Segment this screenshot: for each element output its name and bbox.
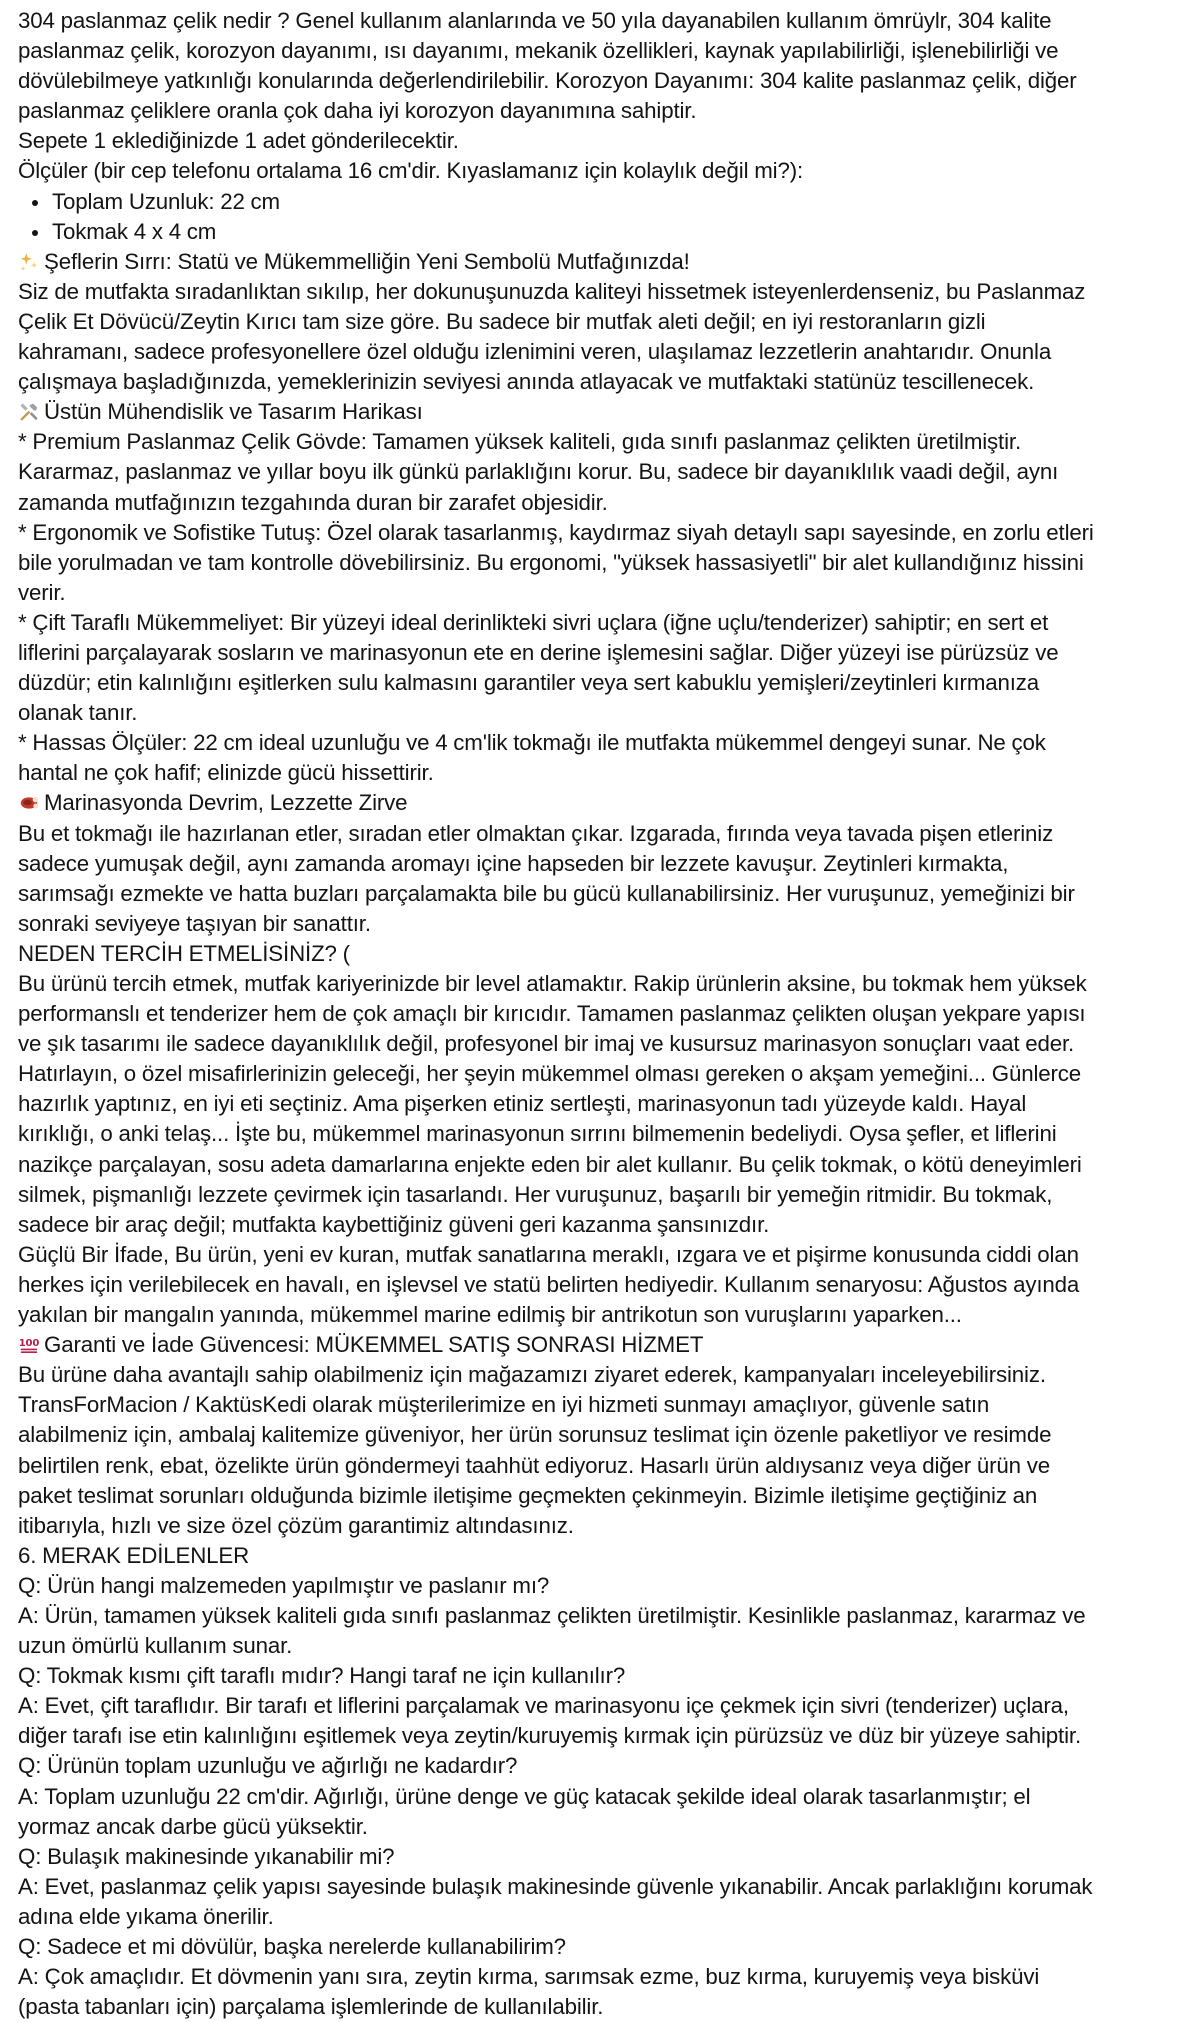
marination-heading [18, 788, 1100, 818]
feature-measurements: * Hassas Ölçüler: 22 cm ideal uzunluğu ve 4 cm'lik tokmağı ile mutfakta mükemmel dengeyi sunar. Ne çok hantal ne çok hafif; elinizde gücü hissettirir. [18, 730, 1046, 786]
cut-of-meat-icon [18, 792, 40, 814]
feature-body: * Premium Paslanmaz Çelik Gövde: Tamamen yüksek kaliteli, gıda sınıfı paslanmaz çelikten üretilmiştir. Kararmaz, paslanmaz ve yıllar boyu ilk günkü parlaklığını korur. Bu, sadece bir dayanıklılık vaadi değil, aynı zamanda mutfağınızın tezgahında duran bir zarafet objesidir. [18, 429, 1059, 515]
why-choose-body: Bu ürünü tercih etmek, mutfak kariyerinizde bir level atlamaktır. Rakip ürünlerin aksine, bu tokmak hem yüksek performanslı et tenderizer hem de çok amaçlı bir kırıcıdır. Tamamen paslanmaz çelikten oluşan yekpare yapısı ve şık tasarımı ile sadece dayanıklılık değil, profesyonel bir imaj ve kusursuz marinasyon sonuçları vaat eder. [18, 971, 1087, 1057]
hundred-points-icon [18, 1334, 40, 1356]
why-choose-heading: NEDEN TERCİH ETMELİSİNİZ? ( [18, 940, 350, 966]
warranty-heading-text: Garanti ve İade Güvencesi: MÜKEMMEL SATIŞ SONRASI HİZMET [44, 1332, 704, 1358]
engineering-heading-text: Üstün Mühendislik ve Tasarım Harikası [44, 399, 423, 425]
marination-heading-text: Marinasyonda Devrim, Lezzette Zirve [44, 790, 408, 816]
basket-note: Sepete 1 eklediğinizde 1 adet gönderilecektir. [18, 128, 459, 154]
chefs-secret-body: Siz de mutfakta sıradanlıktan sıkılıp, her dokunuşunuzda kaliteyi hissetmek isteyenlerdenseniz, bu Paslanmaz Çelik Et Dövücü/Zeytin Kırıcı tam size göre. Bu sadece bir mutfak aleti değil; en iyi restoranların gizli kahramanı, sadece profesyonellere özel olduğu izlenimini veren, ulaşılamaz lezzetlerin anahtarıdır. Onunla çalışmaya başladığınızda, yemeklerinizin seviyesi anında atlayacak ve mutfaktaki statünüz tescillenecek. [18, 278, 1086, 395]
intro: 304 paslanmaz çelik nedir ? Genel kullanım alanlarında ve 50 yıla dayanabilen kullanım ömrüylr, 304 kalite paslanmaz çelik, korozyon dayanımı, ısı dayanımı, mekanik özellikleri, kaynak yapılabilirliği, işlenebilirliği ve dövülebilmeye yatkınlığı konularında değerlendirilebilir. Korozyon Dayanımı: 304 kalite paslanmaz çelik, diğer paslanmaz çeliklere oranla çok daha iyi korozyon dayanımına sahiptir. [18, 8, 1077, 124]
feature-grip: * Ergonomik ve Sofistike Tutuş: Özel olarak tasarlanmış, kaydırmaz siyah detaylı sapı sayesinde, en zorlu etleri bile yorulmadan ve tam kontrolle dövebilirsiniz. Bu ergonomi, "yüksek hassasiyetli" bir alet kullandığınız hissini verir. [18, 519, 1094, 605]
product-description-body [18, 6, 1100, 2022]
warranty-heading [18, 1330, 1100, 1360]
faq-a4: A: Evet, paslanmaz çelik yapısı sayesinde bulaşık makinesinde güvenle yıkanabilir. Ancak parlaklığını korumak adına elde yıkama önerilir. [18, 1873, 1093, 1929]
list-item: Tokmak 4 x 4 cm [52, 217, 1100, 247]
engineering-heading [18, 397, 1100, 427]
chefs-secret-heading-text: Şeflerin Sırrı: Statü ve Mükemmelliğin Yeni Sembolü Mutfağınızda! [44, 248, 690, 274]
faq-a3: A: Toplam uzunluğu 22 cm'dir. Ağırlığı, ürüne denge ve güç katacak şekilde ideal olarak tasarlanmıştır; el yormaz ancak darbe gücü yüksektir. [18, 1783, 1031, 1839]
faq-q2: Q: Tokmak kısmı çift taraflı mıdır? Hangi taraf ne için kullanılır? [18, 1663, 626, 1689]
hammer-and-wrench-icon [18, 401, 40, 423]
sparkles-icon [18, 251, 40, 273]
marination-body: Bu et tokmağı ile hazırlanan etler, sıradan etler olmaktan çıkar. Izgarada, fırında veya tavada pişen etleriniz sadece yumuşak değil, aynı zamanda aromayı içine hapseden bir lezzete kavuşur. Zeytinleri kırmakta, sarımsağı ezmekte ve hatta buzları parçalamakta bile bu gücü kullanabilirsiniz. Her vuruşunuz, yemeğinizi bir sonraki seviyeye taşıyan bir sanattır. [18, 820, 1075, 936]
chefs-secret-heading [18, 247, 1100, 277]
faq-q4: Q: Bulaşık makinesinde yıkanabilir mi? [18, 1843, 395, 1869]
gift-body: Güçlü Bir İfade, Bu ürün, yeni ev kuran, mutfak sanatlarına meraklı, ızgara ve et pişirme konusunda ciddi olan herkes için verilebilecek en havalı, en işlevsel ve statü belirten hediyedir. Kullanım senaryosu: Ağustos ayında yakılan bir mangalın yanında, mükemmel marine edilmiş bir antrikotun son vuruşlarını yaparken... [18, 1241, 1080, 1328]
faq-q3: Q: Ürünün toplam uzunluğu ve ağırlığı ne kadardır? [18, 1753, 518, 1779]
list-item: Toplam Uzunluk: 22 cm [52, 187, 1100, 217]
faq-q5: Q: Sadece et mi dövülür, başka nerelerde kullanabilirim? [18, 1934, 566, 1959]
faq-q1: Q: Ürün hangi malzemeden yapılmıştır ve paslanır mı? [18, 1572, 550, 1598]
faq-a1: A: Ürün, tamamen yüksek kaliteli gıda sınıfı paslanmaz çelikten üretilmiştir. Kesinlikle paslanmaz, kararmaz ve uzun ömürlü kullanım sunar. [18, 1602, 1086, 1659]
dimensions-label: Ölçüler (bir cep telefonu ortalama 16 cm'dir. Kıyaslamanız için kolaylık değil mi?): [18, 158, 804, 184]
svg-text:100: 100 [18, 1338, 40, 1350]
story-body: Hatırlayın, o özel misafirlerinizin geleceği, her şeyin mükemmel olması gereken o akşam yemeğini... Günlerce hazırlık yaptınız, en iyi eti seçtiniz. Ama pişerken etiniz sertleşti, marinasyonun tadı yüzeyde kaldı. Hayal kırıklığı, o anki telaş... İşte bu, mükemmel marinasyonun sırrını bilmemenin bedeliydi. Oysa şefler, et liflerini nazikçe parçalayan, sosu adeta damarlarına enjekte eden bir alet kullanır. Bu çelik tokmak, o kötü deneyimleri silmek, pişmanlığı lezzete çevirmek için tasarlandı. Her vuruşunuz, başarılı bir yemeğin ritmidir. Bu tokmak, sadece bir araç değil; mutfakta kaybettiğiniz güveni geri kazanma şansınızdır. [18, 1061, 1082, 1237]
faq-a2: A: Evet, çift taraflıdır. Bir tarafı et liflerini parçalamak ve marinasyonu içe çekmek için sivri (tenderizer) uçlara, diğer tarafı ise etin kalınlığını eşitlemek veya zeytin/kuruyemiş kırmak için pürüzsüz ve düz bir yüzeye sahiptir. [18, 1693, 1081, 1749]
feature-double-sided: * Çift Taraflı Mükemmeliyet: Bir yüzeyi ideal derinlikteki sivri uçlara (iğne uçlu/tenderizer) sahiptir; en sert et liflerini parçalayarak sosların ve marinasyonun ete en derine işlemesini sağlar. Diğer yüzeyi ise pürüzsüz ve düzdür; etin kalınlığını eşitlerken sulu kalmasını garantiler veya sert kabuklu yemişleri/zeytinleri kırmanıza olanak tanır. [18, 609, 1059, 726]
dimensions-list [18, 187, 1100, 247]
warranty-body: Bu ürüne daha avantajlı sahip olabilmeniz için mağazamızı ziyaret ederek, kampanyaları inceleyebilirsiniz. TransForMacion / KaktüsKedi olarak müşterilerimize en iyi hizmeti sunmayı amaçlıyor, güvenle satın alabilmeniz için, ambalaj kalitemize güveniyor, her ürün sorunsuz teslimat için özenle paketliyor ve resimde belirtilen renk, ebat, özelikte ürün göndermeyi taahhüt ediyoruz. Hasarlı ürün aldıysanız veya diğer ürün ve paket teslimat sorunları olduğunda bizimle iletişime geçmekten çekinmeyin. Bizimle iletişime geçtiğiniz an itibarıyla, hızlı ve size özel çözüm garantimiz altındasınız. [18, 1362, 1052, 1538]
faq-heading: 6. MERAK EDİLENLER [18, 1542, 250, 1568]
faq-a5: A: Çok amaçlıdır. Et dövmenin yanı sıra, zeytin kırma, sarımsak ezme, buz kırma, kuruyemiş veya bisküvi (pasta tabanları için) parçalama işlemlerinde de kullanılabilir. [18, 1964, 1040, 2020]
